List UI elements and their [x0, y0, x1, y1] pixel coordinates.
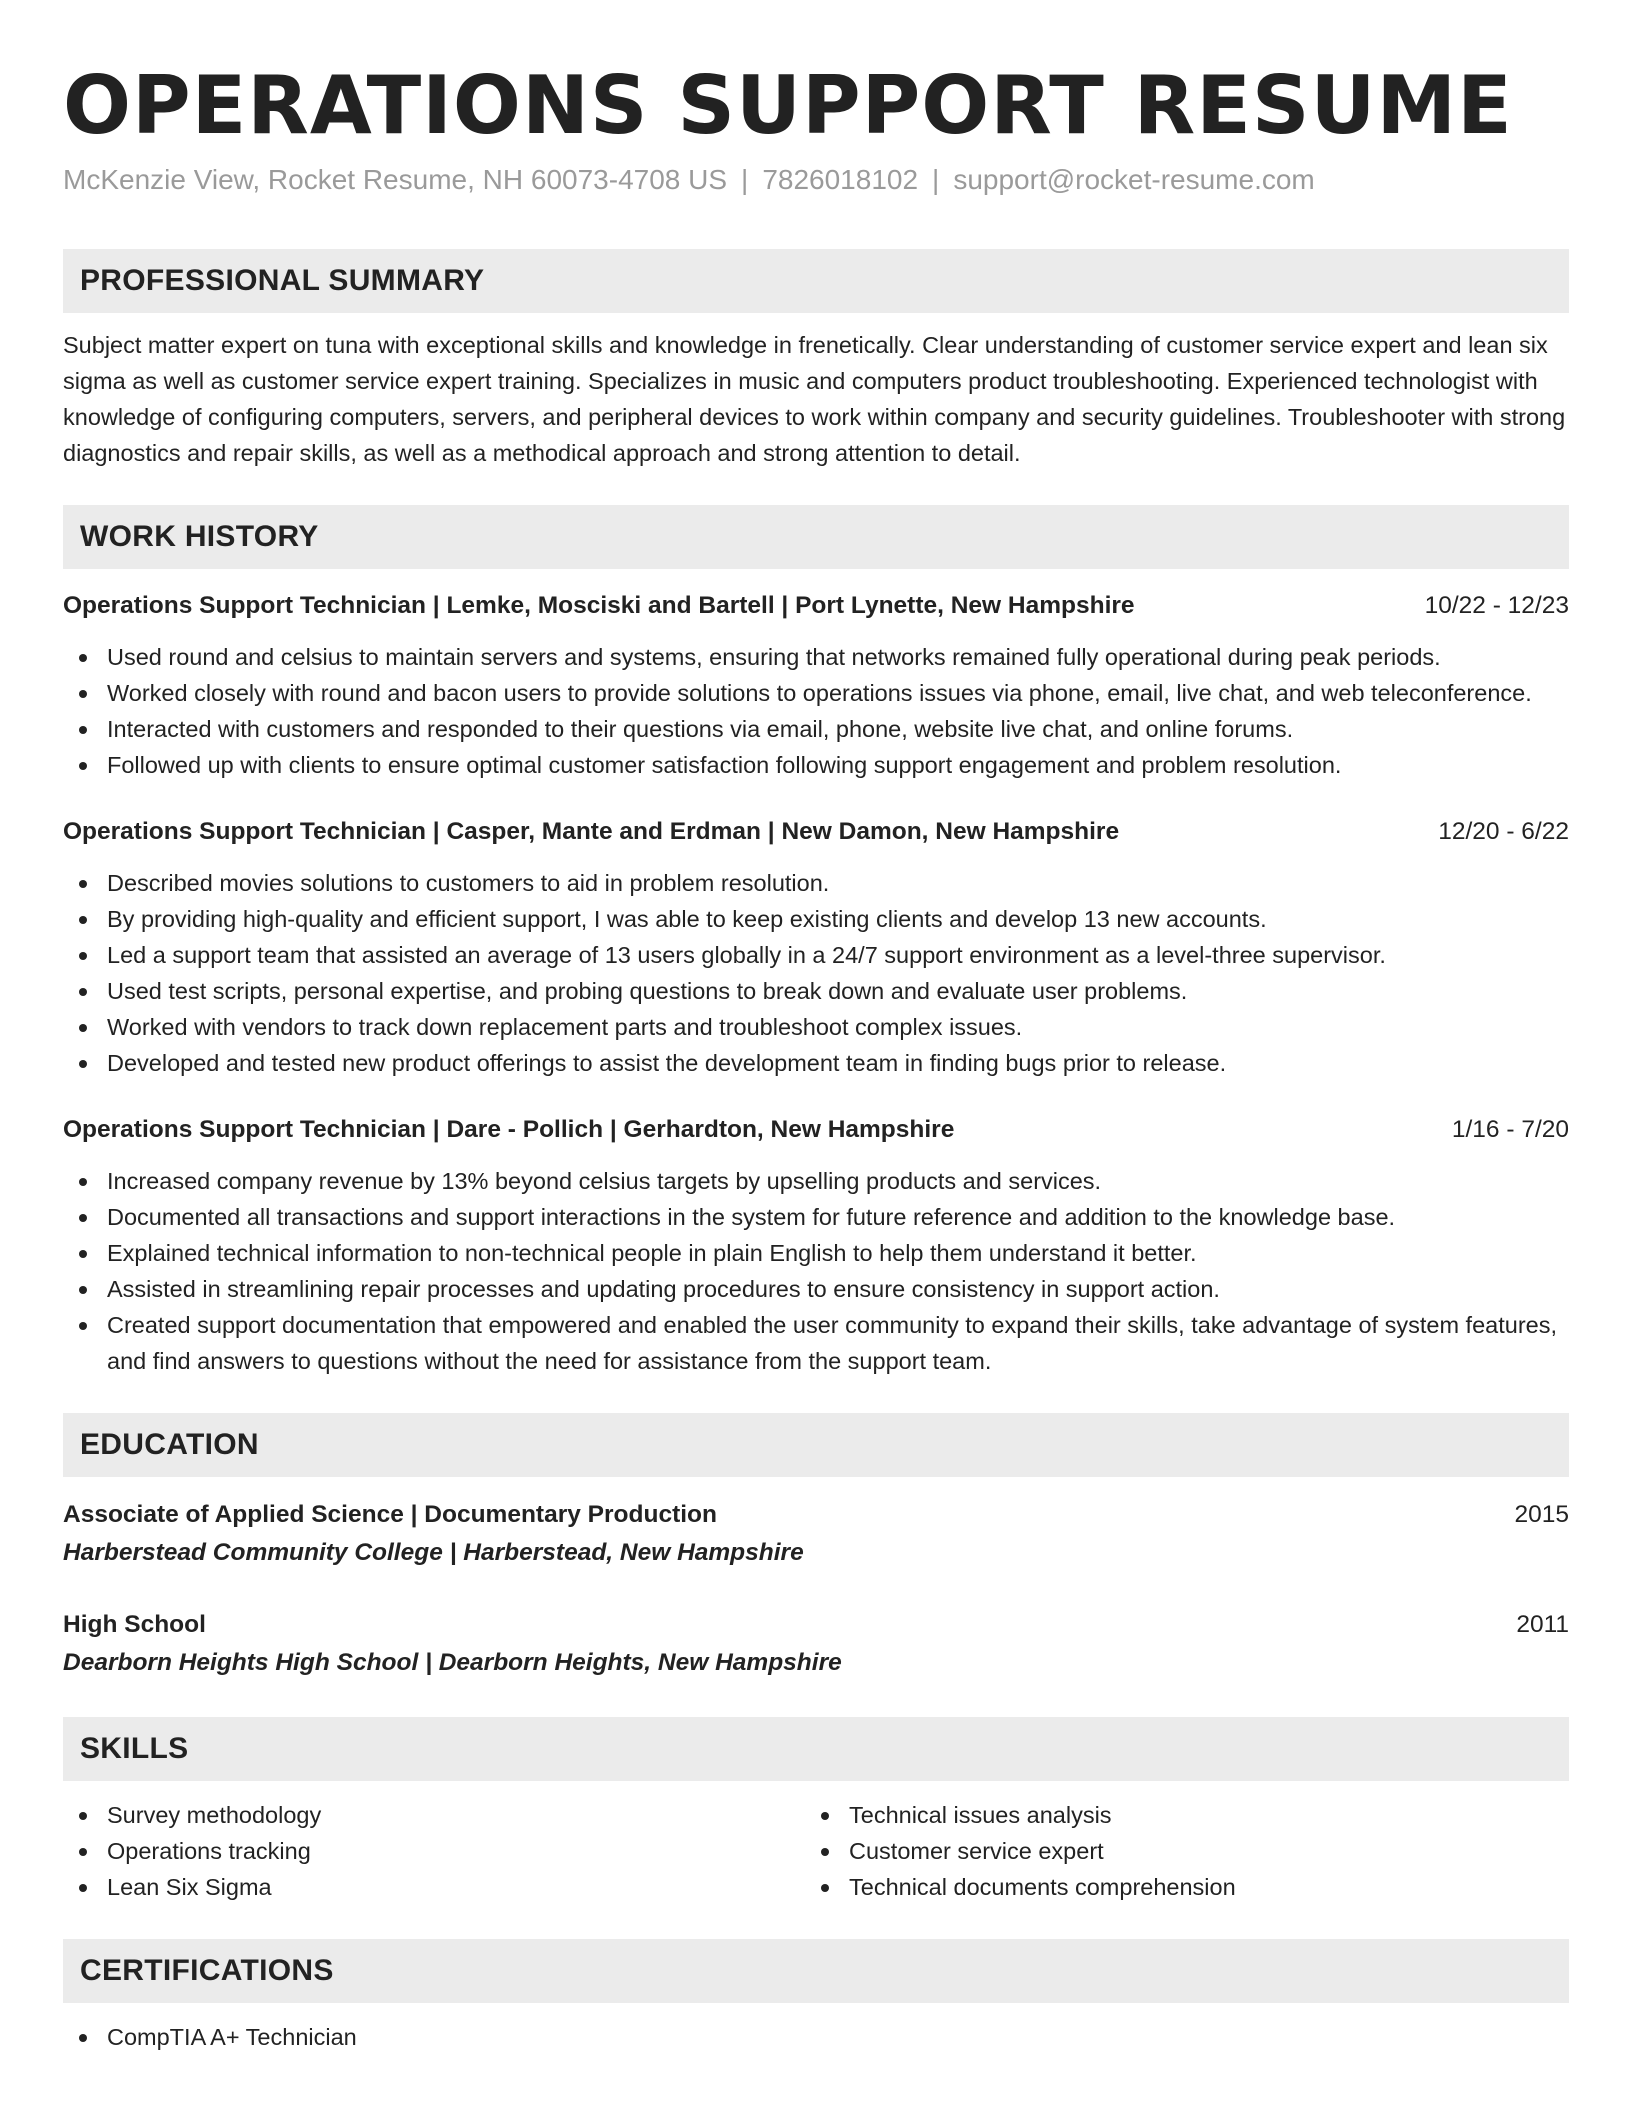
job-header	[63, 1113, 1569, 1147]
job-bullets	[63, 865, 1569, 1081]
job-bullet: Developed and tested new product offerings to assist the development team in finding bugs prior to release.	[63, 1045, 1569, 1081]
summary-section-header	[63, 249, 1569, 313]
job-bullet: Worked with vendors to track down replacement parts and troubleshoot complex issues.	[63, 1009, 1569, 1045]
job-bullet: Documented all transactions and support interactions in the system for future reference and addition to the knowledge base.	[63, 1199, 1569, 1235]
job-bullet: Followed up with clients to ensure optimal customer satisfaction following support engagement and problem resolution.	[63, 747, 1569, 783]
contact-email[interactable]: support@rocket-resume.com	[953, 164, 1315, 195]
education-entry	[63, 1497, 1569, 1573]
job-bullet: Led a support team that assisted an average of 13 users globally in a 24/7 support environment as a level-three supervisor.	[63, 937, 1569, 973]
job-bullet: Described movies solutions to customers to aid in problem resolution.	[63, 865, 1569, 901]
contact-separator: |	[932, 164, 940, 195]
job-bullets	[63, 1163, 1569, 1379]
skills-heading: SKILLS	[80, 1732, 189, 1765]
job-entry	[63, 589, 1569, 783]
education-header	[63, 1607, 1569, 1643]
certifications-list	[63, 2019, 1569, 2055]
education-school: Dearborn Heights High School | Dearborn Heights, New Hampshire	[63, 1649, 842, 1676]
skills-column-right	[805, 1797, 1236, 1905]
job-dates: 1/16 - 7/20	[1451, 1116, 1569, 1143]
skills-section-header	[63, 1717, 1569, 1781]
job-bullet: Worked closely with round and bacon users to provide solutions to operations issues via phone, email, live chat, and web teleconference.	[63, 675, 1569, 711]
job-bullet: Increased company revenue by 13% beyond celsius targets by upselling products and services.	[63, 1163, 1569, 1199]
skills-list	[63, 1797, 1569, 1905]
job-entry	[63, 1113, 1569, 1379]
education-entry	[63, 1607, 1569, 1683]
job-bullet: Used test scripts, personal expertise, and probing questions to break down and evaluate user problems.	[63, 973, 1569, 1009]
job-bullet: Used round and celsius to maintain servers and systems, ensuring that networks remained fully operational during peak periods.	[63, 639, 1569, 675]
job-dates: 12/20 - 6/22	[1438, 818, 1569, 845]
skills-column-left	[63, 1797, 805, 1905]
job-bullet: Interacted with customers and responded to their questions via email, phone, website live chat, and online forums.	[63, 711, 1569, 747]
resume-title: OPERATIONS SUPPORT RESUME	[63, 59, 1513, 152]
certifications-section-header	[63, 1939, 1569, 2003]
job-bullets	[63, 639, 1569, 783]
education-section-header	[63, 1413, 1569, 1477]
education-year: 2011	[1516, 1611, 1569, 1638]
skill-item: Customer service expert	[805, 1833, 1236, 1869]
education-year: 2015	[1514, 1501, 1569, 1528]
job-bullet: Explained technical information to non-technical people in plain English to help them understand it better.	[63, 1235, 1569, 1271]
certification-item: CompTIA A+ Technician	[63, 2019, 1569, 2055]
certifications-heading: CERTIFICATIONS	[80, 1954, 334, 1987]
job-title: Operations Support Technician | Dare - Pollich | Gerhardton, New Hampshire	[63, 1116, 955, 1143]
summary-text: Subject matter expert on tuna with exceptional skills and knowledge in frenetically. Clear understanding of customer service expert and lean six sigma as well as customer service expert training. Specializes in music and computers product troubleshooting. Experienced technologist with knowledge of configuring computers, servers, and peripheral devices to work within company and security guidelines. Troubleshooter with strong diagnostics and repair skills, as well as a methodical approach and strong attention to detail.	[63, 332, 1566, 466]
work-heading: WORK HISTORY	[80, 520, 319, 553]
job-header	[63, 589, 1569, 623]
skill-item: Technical documents comprehension	[805, 1869, 1236, 1905]
contact-address: McKenzie View, Rocket Resume, NH 60073-4708 US	[63, 164, 728, 195]
education-header	[63, 1497, 1569, 1533]
education-heading: EDUCATION	[80, 1428, 259, 1461]
job-bullet: Created support documentation that empowered and enabled the user community to expand their skills, take advantage of system features, and find answers to questions without the need for assistance from the support team.	[63, 1307, 1569, 1379]
job-bullet: Assisted in streamlining repair processes and updating procedures to ensure consistency in support action.	[63, 1271, 1569, 1307]
education-degree: Associate of Applied Science | Documentary Production	[63, 1501, 717, 1528]
work-section-header	[63, 505, 1569, 569]
contact-line	[63, 162, 1569, 198]
job-title: Operations Support Technician | Casper, Mante and Erdman | New Damon, New Hampshire	[63, 818, 1120, 845]
education-school: Harberstead Community College | Harberstead, New Hampshire	[63, 1539, 804, 1566]
job-header	[63, 815, 1569, 849]
skill-item: Lean Six Sigma	[63, 1869, 805, 1905]
skill-item: Operations tracking	[63, 1833, 805, 1869]
job-bullet: By providing high-quality and efficient support, I was able to keep existing clients and develop 13 new accounts.	[63, 901, 1569, 937]
summary-heading: PROFESSIONAL SUMMARY	[80, 264, 485, 297]
education-degree: High School	[63, 1611, 206, 1638]
skill-item: Technical issues analysis	[805, 1797, 1236, 1833]
contact-phone[interactable]: 7826018102	[762, 164, 919, 195]
contact-separator: |	[741, 164, 749, 195]
job-dates: 10/22 - 12/23	[1424, 592, 1569, 619]
job-title: Operations Support Technician | Lemke, Mosciski and Bartell | Port Lynette, New Hampshire	[63, 592, 1135, 619]
skill-item: Survey methodology	[63, 1797, 805, 1833]
job-entry	[63, 815, 1569, 1081]
